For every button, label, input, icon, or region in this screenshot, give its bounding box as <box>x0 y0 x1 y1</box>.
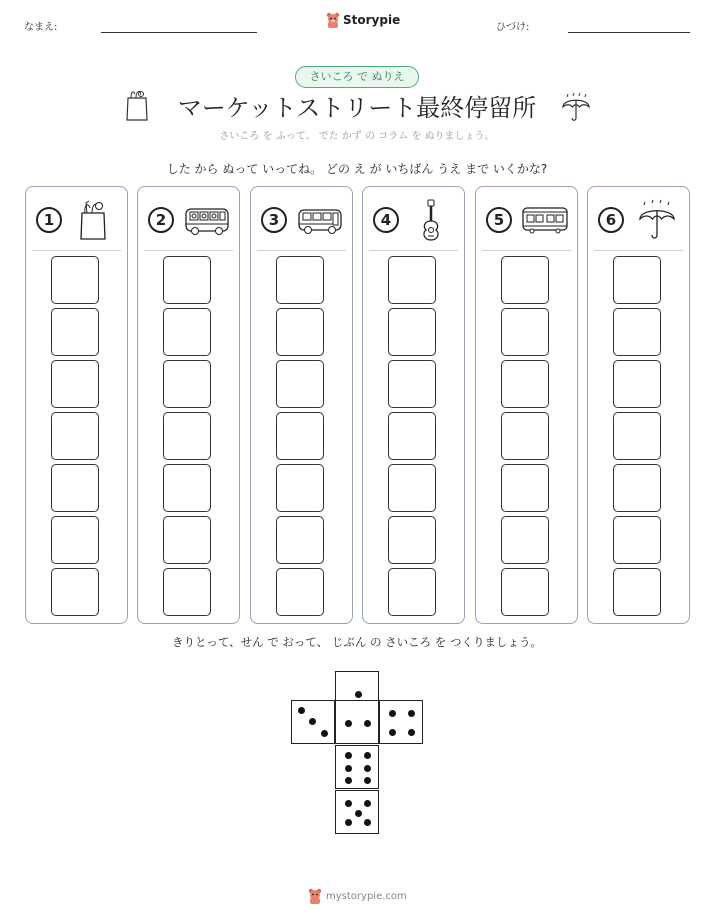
column-2 <box>137 186 240 624</box>
activity-pill: さいころ で ぬりえ <box>295 66 419 88</box>
die-pip <box>345 800 352 807</box>
coloring-box[interactable] <box>501 256 549 304</box>
coloring-box[interactable] <box>276 360 324 408</box>
coloring-box[interactable] <box>388 568 436 616</box>
coloring-box[interactable] <box>163 516 211 564</box>
name-label: なまえ: <box>24 22 58 33</box>
coloring-box[interactable] <box>613 360 661 408</box>
coloring-box[interactable] <box>163 568 211 616</box>
bus-icon <box>295 199 345 241</box>
coloring-box[interactable] <box>501 516 549 564</box>
coloring-box[interactable] <box>501 308 549 356</box>
column-divider <box>32 250 121 251</box>
name-line <box>101 32 257 33</box>
coloring-box[interactable] <box>276 516 324 564</box>
die-face-2 <box>335 700 379 744</box>
coloring-box[interactable] <box>613 568 661 616</box>
coloring-box[interactable] <box>276 464 324 512</box>
footer <box>308 888 407 904</box>
column-divider <box>369 250 458 251</box>
die-pip <box>364 777 371 784</box>
coloring-box[interactable] <box>613 308 661 356</box>
bear-logo-icon <box>308 888 322 904</box>
grocery-bag-icon <box>70 199 120 241</box>
die-pip <box>389 710 396 717</box>
coloring-box[interactable] <box>501 464 549 512</box>
die-face-6 <box>335 745 379 789</box>
brand-logo <box>326 12 400 28</box>
die-pip <box>345 720 352 727</box>
column-number: 6 <box>598 207 624 233</box>
coloring-box[interactable] <box>613 516 661 564</box>
coloring-box[interactable] <box>388 516 436 564</box>
coloring-box[interactable] <box>388 412 436 460</box>
coloring-box[interactable] <box>388 256 436 304</box>
die-pip <box>408 729 415 736</box>
coloring-box[interactable] <box>388 308 436 356</box>
column-number: 1 <box>36 207 62 233</box>
coloring-box[interactable] <box>51 568 99 616</box>
column-divider <box>144 250 233 251</box>
die-pip <box>345 777 352 784</box>
bus-with-passengers-icon <box>182 199 232 241</box>
column-4 <box>362 186 465 624</box>
page-title: マーケットストリート最終停留所 <box>177 94 537 122</box>
coloring-box[interactable] <box>51 412 99 460</box>
subtitle: さいころ を ふって、 でた かず の コラム を ぬりましょう。 <box>219 131 495 142</box>
die-pip <box>364 720 371 727</box>
die-pip <box>408 710 415 717</box>
footer-url[interactable]: mystorypie.com <box>326 890 407 902</box>
coloring-box[interactable] <box>276 308 324 356</box>
coloring-box[interactable] <box>501 568 549 616</box>
die-pip <box>389 729 396 736</box>
die-pip <box>364 819 371 826</box>
coloring-box[interactable] <box>163 308 211 356</box>
column-1 <box>25 186 128 624</box>
column-divider <box>482 250 571 251</box>
coloring-box[interactable] <box>51 308 99 356</box>
die-pip <box>298 707 305 714</box>
coloring-box[interactable] <box>276 256 324 304</box>
die-pip <box>345 765 352 772</box>
column-divider <box>257 250 346 251</box>
coloring-box[interactable] <box>51 464 99 512</box>
die-pip <box>321 730 328 737</box>
brand-name: Storypie <box>343 13 401 27</box>
bear-logo-icon <box>326 12 340 28</box>
cut-instruction: きりとって、せん で おって、 じぶん の さいころ を つくりましょう。 <box>172 635 542 649</box>
coloring-box[interactable] <box>163 464 211 512</box>
coloring-box[interactable] <box>163 412 211 460</box>
train-icon <box>520 199 570 241</box>
coloring-box[interactable] <box>276 568 324 616</box>
column-number: 2 <box>148 207 174 233</box>
die-pip <box>364 765 371 772</box>
date-label: ひづけ: <box>496 22 530 33</box>
die-face-4 <box>379 700 423 744</box>
coloring-box[interactable] <box>613 256 661 304</box>
column-3 <box>250 186 353 624</box>
die-pip <box>355 810 362 817</box>
date-line <box>568 32 690 33</box>
die-pip <box>364 752 371 759</box>
column-5 <box>475 186 578 624</box>
coloring-box[interactable] <box>501 412 549 460</box>
column-6 <box>587 186 690 624</box>
coloring-box[interactable] <box>163 256 211 304</box>
die-face-3 <box>291 700 335 744</box>
coloring-box[interactable] <box>51 516 99 564</box>
die-pip <box>345 752 352 759</box>
umbrella-title-icon <box>560 92 592 122</box>
die-pip <box>364 800 371 807</box>
coloring-box[interactable] <box>613 464 661 512</box>
coloring-box[interactable] <box>501 360 549 408</box>
column-number: 5 <box>486 207 512 233</box>
coloring-instruction: した から ぬって いってね。 どの え が いちばん うえ まで いくかな? <box>166 162 548 176</box>
coloring-box[interactable] <box>51 256 99 304</box>
coloring-box[interactable] <box>163 360 211 408</box>
coloring-box[interactable] <box>51 360 99 408</box>
ukulele-icon <box>407 199 457 241</box>
die-face-5 <box>335 790 379 834</box>
die-pip <box>345 819 352 826</box>
coloring-box[interactable] <box>613 412 661 460</box>
die-pip <box>355 691 362 698</box>
column-number: 4 <box>373 207 399 233</box>
column-divider <box>594 250 683 251</box>
umbrella-rain-icon <box>632 199 682 241</box>
coloring-box[interactable] <box>388 464 436 512</box>
column-number: 3 <box>261 207 287 233</box>
coloring-box[interactable] <box>388 360 436 408</box>
die-pip <box>309 718 316 725</box>
coloring-box[interactable] <box>276 412 324 460</box>
